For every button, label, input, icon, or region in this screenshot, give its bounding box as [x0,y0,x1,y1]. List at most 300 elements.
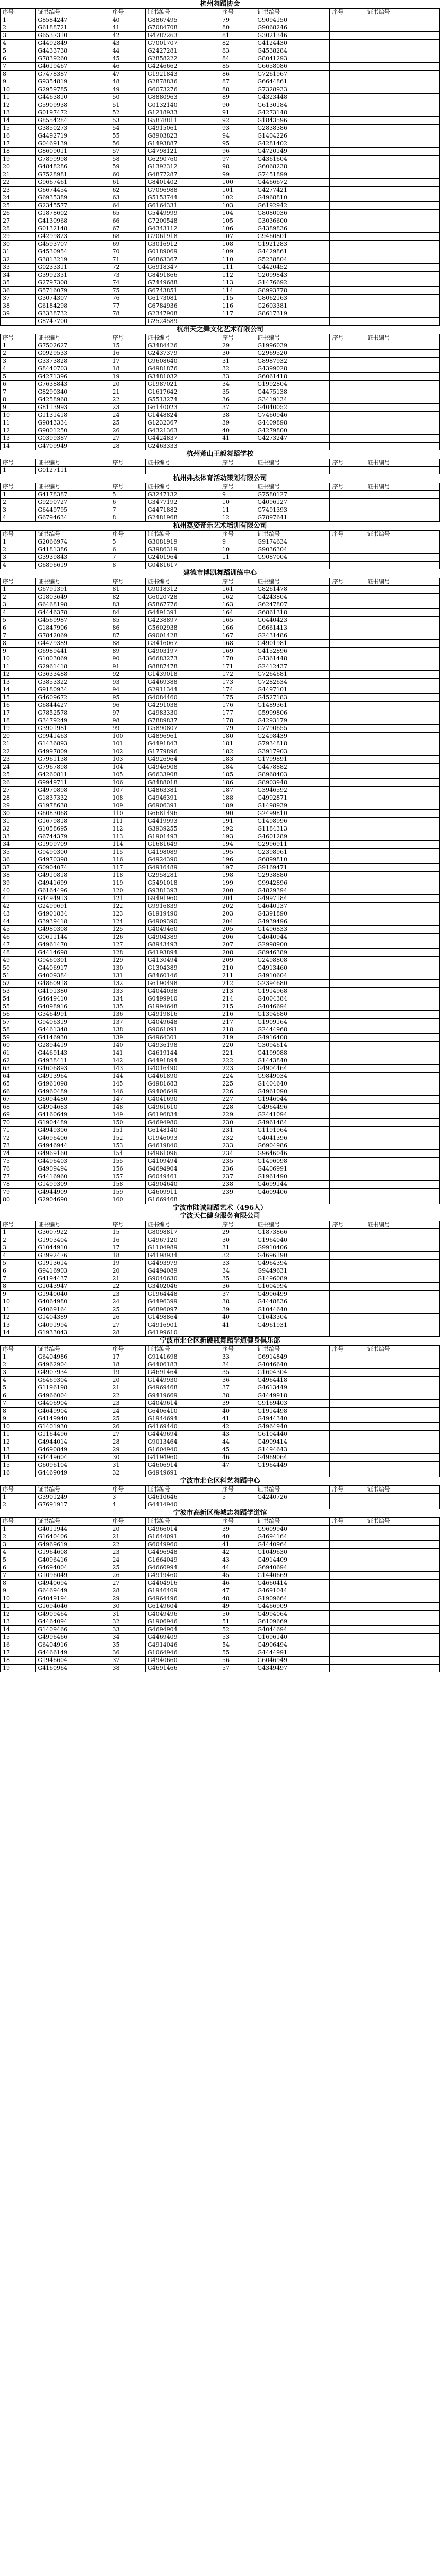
cert-no-cell [365,1361,439,1369]
seq-cell [330,1392,365,1400]
table-row [1,1229,440,1236]
seq-cell: 55 [220,1649,255,1657]
cert-no-cell: G6918347 [145,264,220,272]
table-row [1,864,440,872]
cert-no-cell: G3633488 [36,671,110,679]
cert-no-cell: G4691466 [145,1665,220,1672]
cert-no-cell: G6899810 [255,856,330,864]
seq-cell [330,435,365,443]
seq-cell: 6 [110,499,145,506]
seq-cell [330,1641,365,1649]
seq-cell: 157 [110,1173,145,1181]
cert-no-cell: G6173081 [145,295,220,302]
cert-no-cell [365,210,439,217]
seq-cell: 24 [1,764,36,771]
seq-cell: 35 [220,1275,255,1283]
seq-cell: 201 [220,895,255,903]
table-row [1,748,440,756]
seq-cell: 26 [1,210,36,217]
seq-cell: 23 [1,756,36,764]
seq-cell: 57 [220,1665,255,1672]
table-row [1,725,440,733]
seq-cell: 27 [110,1431,145,1438]
cert-no-cell: G4966014 [145,1526,220,1533]
cert-no-cell: G1996039 [255,342,330,350]
cert-no-cell: G4469388 [145,679,220,686]
table-row [1,702,440,709]
seq-cell: 14 [1,1626,36,1634]
cert-no-cell: G6904986 [255,1142,330,1150]
seq-cell: 56 [110,140,145,148]
seq-cell: 115 [110,849,145,856]
cert-no-cell: G2394680 [255,980,330,988]
seq-cell [220,562,255,569]
cert-no-cell: G9460801 [255,233,330,241]
seq-cell: 7 [1,1275,36,1283]
table-row [1,538,440,546]
cert-no-cell: G6661413 [255,624,330,632]
seq-cell: 174 [220,686,255,694]
cert-no-cell: G1496833 [255,926,330,934]
cert-no-cell: G4619840 [145,1142,220,1150]
cert-no-cell: G1044640 [255,1306,330,1314]
seq-cell: 79 [1,1189,36,1196]
seq-cell: 3 [1,1244,36,1252]
seq-cell: 7 [1,63,36,71]
table-row [1,16,440,24]
cert-no-cell: G1946093 [145,1134,220,1142]
seq-cell [110,318,145,326]
cert-no-cell: G4041396 [255,1134,330,1142]
table-row [1,1150,440,1158]
cert-no-cell [365,358,439,365]
cert-no-cell: G4414698 [36,949,110,957]
seq-cell [330,972,365,980]
seq-cell [330,941,365,949]
table-row [1,1267,440,1275]
cert-no-cell [365,295,439,302]
seq-cell: 227 [220,1096,255,1104]
org-section [0,1204,440,1212]
cert-no-cell: G4944014 [36,1438,110,1446]
seq-cell [330,1634,365,1641]
cert-no-cell: G2958281 [145,872,220,879]
seq-cell: 210 [220,964,255,972]
seq-cell: 73 [1,1142,36,1150]
cert-no-cell [365,350,439,358]
seq-cell: 122 [110,903,145,910]
cert-no-cell: G4096416 [36,1556,110,1564]
seq-cell: 137 [110,1019,145,1026]
cert-no-cell: G4399028 [255,365,330,373]
seq-cell: 3 [1,554,36,562]
cert-no-cell: G4096127 [255,499,330,506]
section-title: 宁波市北仑区科艺舞蹈中心 [180,1477,260,1485]
seq-cell: 56 [220,1657,255,1665]
cert-no-cell [365,499,439,506]
table-row [1,546,440,554]
table-row [1,40,440,47]
seq-cell [330,156,365,163]
cert-no-cell: G4404916 [145,1580,220,1587]
seq-cell: 159 [110,1189,145,1196]
seq-cell: 214 [220,995,255,1003]
cert-no-cell: G3986319 [145,546,220,554]
seq-cell: 189 [220,802,255,810]
cert-no-cell: G6148140 [145,1127,220,1134]
cert-no-cell [365,101,439,109]
cert-no-cell: G1964449 [255,1462,330,1469]
header-seq: 序号 [1,578,36,586]
table-row [1,1252,440,1260]
seq-cell: 142 [110,1057,145,1065]
table-row [1,94,440,101]
seq-cell: 130 [110,964,145,972]
cert-no-cell: G4946944 [36,1142,110,1150]
seq-cell [330,849,365,856]
seq-cell: 33 [110,1626,145,1634]
cert-no-cell: G4691044 [255,1587,330,1595]
seq-cell: 154 [110,1150,145,1158]
seq-cell: 228 [220,1104,255,1111]
seq-cell: 40 [220,427,255,435]
cert-no-cell: G4424837 [145,435,220,443]
cert-no-cell: G1779896 [145,748,220,756]
seq-cell: 1 [1,586,36,594]
seq-cell [330,1541,365,1549]
table-row [1,63,440,71]
cert-no-cell [365,1415,439,1423]
header-seq: 序号 [330,531,365,538]
seq-cell: 2 [1,24,36,32]
seq-cell: 13 [1,1446,36,1454]
seq-cell: 74 [110,279,145,287]
seq-cell: 1 [1,1526,36,1533]
cert-no-cell: G4361448 [255,655,330,663]
cert-no-cell: G0233311 [36,264,110,272]
seq-cell [330,358,365,365]
seq-cell: 164 [220,609,255,617]
cert-no-cell [365,617,439,624]
seq-cell: 75 [1,1158,36,1165]
cert-no-cell: G4961090 [255,1088,330,1096]
header-seq: 序号 [110,459,145,467]
cert-no-cell [365,202,439,210]
cert-no-cell: G4964394 [255,1260,330,1267]
header-seq: 序号 [1,1518,36,1526]
table-row [1,879,440,887]
seq-cell: 63 [110,194,145,202]
cert-no-cell [365,117,439,125]
cert-no-cell: G4323448 [255,94,330,101]
table-row [1,435,440,443]
seq-cell: 147 [110,1096,145,1104]
seq-cell: 37 [220,1291,255,1298]
cert-no-cell [365,833,439,841]
seq-cell: 109 [110,802,145,810]
cert-no-cell: G2437379 [145,350,220,358]
seq-cell: 11 [220,554,255,562]
cert-no-cell [145,467,220,474]
table-row [1,1595,440,1603]
table-row [1,412,440,419]
seq-cell: 45 [220,1572,255,1580]
table-row [1,47,440,55]
cert-no-cell: G4877287 [145,171,220,179]
seq-cell [330,1526,365,1533]
seq-cell: 65 [1,1080,36,1088]
table-row [1,86,440,94]
cert-no-cell: G2998900 [255,941,330,949]
cert-no-cell: G9087004 [255,554,330,562]
seq-cell [330,694,365,702]
table-row [1,941,440,949]
cert-no-cell: G4966004 [36,1392,110,1400]
seq-cell: 88 [110,640,145,648]
table-row [1,972,440,980]
table-row [1,810,440,818]
seq-cell [330,794,365,802]
cert-no-cell [365,910,439,918]
cert-no-cell: G4258968 [36,396,110,404]
cert-no-cell [365,264,439,272]
cert-no-cell: G4619467 [36,63,110,71]
cert-no-cell: G6469304 [36,1377,110,1384]
cert-no-cell: G4049648 [145,1019,220,1026]
cert-no-cell: G4909464 [36,1611,110,1618]
cert-no-cell: G8491866 [145,272,220,279]
cert-no-cell: G4997809 [36,748,110,756]
seq-cell [330,926,365,934]
cert-no-cell: G4449604 [36,1454,110,1462]
seq-cell: 165 [220,617,255,624]
seq-cell [330,140,365,148]
seq-cell: 48 [110,78,145,86]
cert-no-cell [365,624,439,632]
cert-no-cell: G1232367 [145,419,220,427]
seq-cell: 186 [220,779,255,787]
table-row [1,926,440,934]
seq-cell: 108 [220,241,255,248]
seq-cell [330,624,365,632]
cert-no-cell [365,1088,439,1096]
cert-no-cell [365,562,439,569]
table-row [1,248,440,256]
cert-no-cell: G1191964 [255,1127,330,1134]
seq-cell: 161 [220,586,255,594]
seq-cell: 63 [1,1065,36,1073]
cert-no-cell: G6094480 [36,1096,110,1104]
seq-cell: 3 [1,601,36,609]
table-row [1,903,440,910]
seq-cell [330,764,365,771]
seq-cell: 172 [220,671,255,679]
header-seq: 序号 [1,483,36,491]
cert-no-cell: G9068246 [255,24,330,32]
seq-cell [330,1408,365,1415]
cert-no-cell: G4938411 [36,1057,110,1065]
seq-cell [330,872,365,879]
cert-no-cell: G4464094 [36,1618,110,1626]
cert-no-cell: G8946389 [255,949,330,957]
header-seq: 序号 [1,1221,36,1229]
cert-no-cell: G1494643 [255,1446,330,1454]
seq-cell: 76 [110,295,145,302]
cert-no-cell: G1946409 [145,1587,220,1595]
table-row [1,109,440,117]
cert-no-cell: G9942896 [255,879,330,887]
certificate-table [0,8,440,326]
seq-cell: 34 [1,841,36,849]
seq-cell: 144 [110,1073,145,1080]
header-cert-no: 证书编号 [365,531,439,538]
table-row [1,980,440,988]
seq-cell: 17 [110,1353,145,1361]
seq-cell: 44 [110,47,145,55]
certificate-table [0,459,440,474]
cert-no-cell: G1873866 [255,1229,330,1236]
seq-cell: 30 [1,241,36,248]
seq-cell: 9 [1,78,36,86]
cert-no-cell: G8554284 [36,117,110,125]
seq-cell: 26 [1,779,36,787]
table-row [1,342,440,350]
cert-no-cell: G4194960 [145,1454,220,1462]
seq-cell: 96 [110,702,145,709]
table-row [1,132,440,140]
cert-no-cell: G7264681 [255,671,330,679]
seq-cell: 31 [110,1462,145,1469]
seq-cell: 82 [220,40,255,47]
table-row [1,241,440,248]
seq-cell: 16 [1,702,36,709]
cert-no-cell [365,764,439,771]
seq-cell: 10 [220,546,255,554]
seq-cell: 226 [220,1088,255,1096]
cert-no-cell: G4419993 [145,818,220,825]
cert-no-cell: G4299823 [36,233,110,241]
table-row [1,1549,440,1556]
seq-cell: 100 [220,179,255,187]
cert-no-cell: G4049614 [145,1400,220,1408]
seq-cell: 33 [220,1353,255,1361]
seq-cell: 106 [220,225,255,233]
seq-cell: 4 [1,1252,36,1260]
seq-cell: 110 [110,810,145,818]
cert-no-cell [365,1580,439,1587]
cert-no-cell [365,1541,439,1549]
seq-cell: 48 [220,1595,255,1603]
cert-no-cell: G4466909 [255,1603,330,1611]
seq-cell: 29 [110,1446,145,1454]
certificate-table [0,1345,440,1477]
cert-no-cell [365,1618,439,1626]
section-title: 杭州荔姿奇乐艺术培训有限公司 [173,522,267,530]
cert-no-cell: G4914409 [255,1556,330,1564]
cert-no-cell: G4496403 [36,1158,110,1165]
seq-cell [330,419,365,427]
header-seq: 序号 [1,1486,36,1494]
seq-cell: 234 [220,1150,255,1158]
seq-cell: 21 [1,171,36,179]
cert-no-cell: G9490300 [36,849,110,856]
cert-no-cell: G4606914 [145,1462,220,1469]
seq-cell: 74 [1,1150,36,1158]
cert-no-cell: G4343112 [145,225,220,233]
table-row [1,1431,440,1438]
cert-no-cell: G8968403 [255,771,330,779]
seq-cell: 1 [1,1494,36,1501]
cert-no-cell [365,1165,439,1173]
seq-cell [330,1384,365,1392]
seq-cell: 32 [220,365,255,373]
cert-no-cell: G3484426 [145,342,220,350]
cert-no-cell: G7502627 [36,342,110,350]
cert-no-cell: G5491018 [145,879,220,887]
seq-cell [330,318,365,326]
table-row [1,373,440,381]
certificate-table [0,334,440,450]
seq-cell: 23 [110,1291,145,1298]
cert-no-cell: G2797308 [36,279,110,287]
seq-cell [330,538,365,546]
seq-cell: 118 [110,872,145,879]
seq-cell: 116 [220,302,255,310]
cert-no-cell: G0399387 [36,435,110,443]
seq-cell: 78 [110,310,145,318]
table-row [1,1618,440,1626]
table-row [1,163,440,171]
seq-cell [330,1127,365,1134]
seq-cell: 96 [220,148,255,156]
cert-no-cell: G7478387 [36,71,110,78]
cert-no-cell: G7842069 [36,632,110,640]
cert-no-cell: G1669468 [145,1196,220,1204]
cert-no-cell: G6744379 [36,833,110,841]
table-row [1,1494,440,1501]
seq-cell: 31 [220,1244,255,1252]
cert-no-cell: G4690849 [36,1446,110,1454]
section-title: 杭州萧山王毅舞蹈学校 [186,450,254,458]
seq-cell [330,86,365,94]
header-cert-no: 证书编号 [36,578,110,586]
table-header-row [1,9,440,16]
cert-no-cell: G2499810 [255,810,330,818]
seq-cell: 7 [110,554,145,562]
table-row [1,1260,440,1267]
cert-no-cell: G4787263 [145,32,220,40]
cert-no-cell: G8880963 [145,94,220,101]
seq-cell: 38 [220,1392,255,1400]
seq-cell: 93 [220,125,255,132]
seq-cell [330,16,365,24]
seq-cell: 29 [220,342,255,350]
cert-no-cell: G4961098 [36,1080,110,1088]
cert-no-cell: G9001428 [145,632,220,640]
seq-cell: 152 [110,1134,145,1142]
seq-cell [330,187,365,194]
seq-cell: 3 [1,1541,36,1549]
certificate-table [0,483,440,522]
seq-cell: 117 [220,310,255,318]
cert-no-cell: G2401964 [145,554,220,562]
seq-cell [330,1572,365,1580]
seq-cell [330,1595,365,1603]
seq-cell: 43 [220,1556,255,1564]
cert-no-cell: G4496948 [145,1549,220,1556]
seq-cell: 40 [1,887,36,895]
cert-no-cell: G4996466 [36,1634,110,1641]
